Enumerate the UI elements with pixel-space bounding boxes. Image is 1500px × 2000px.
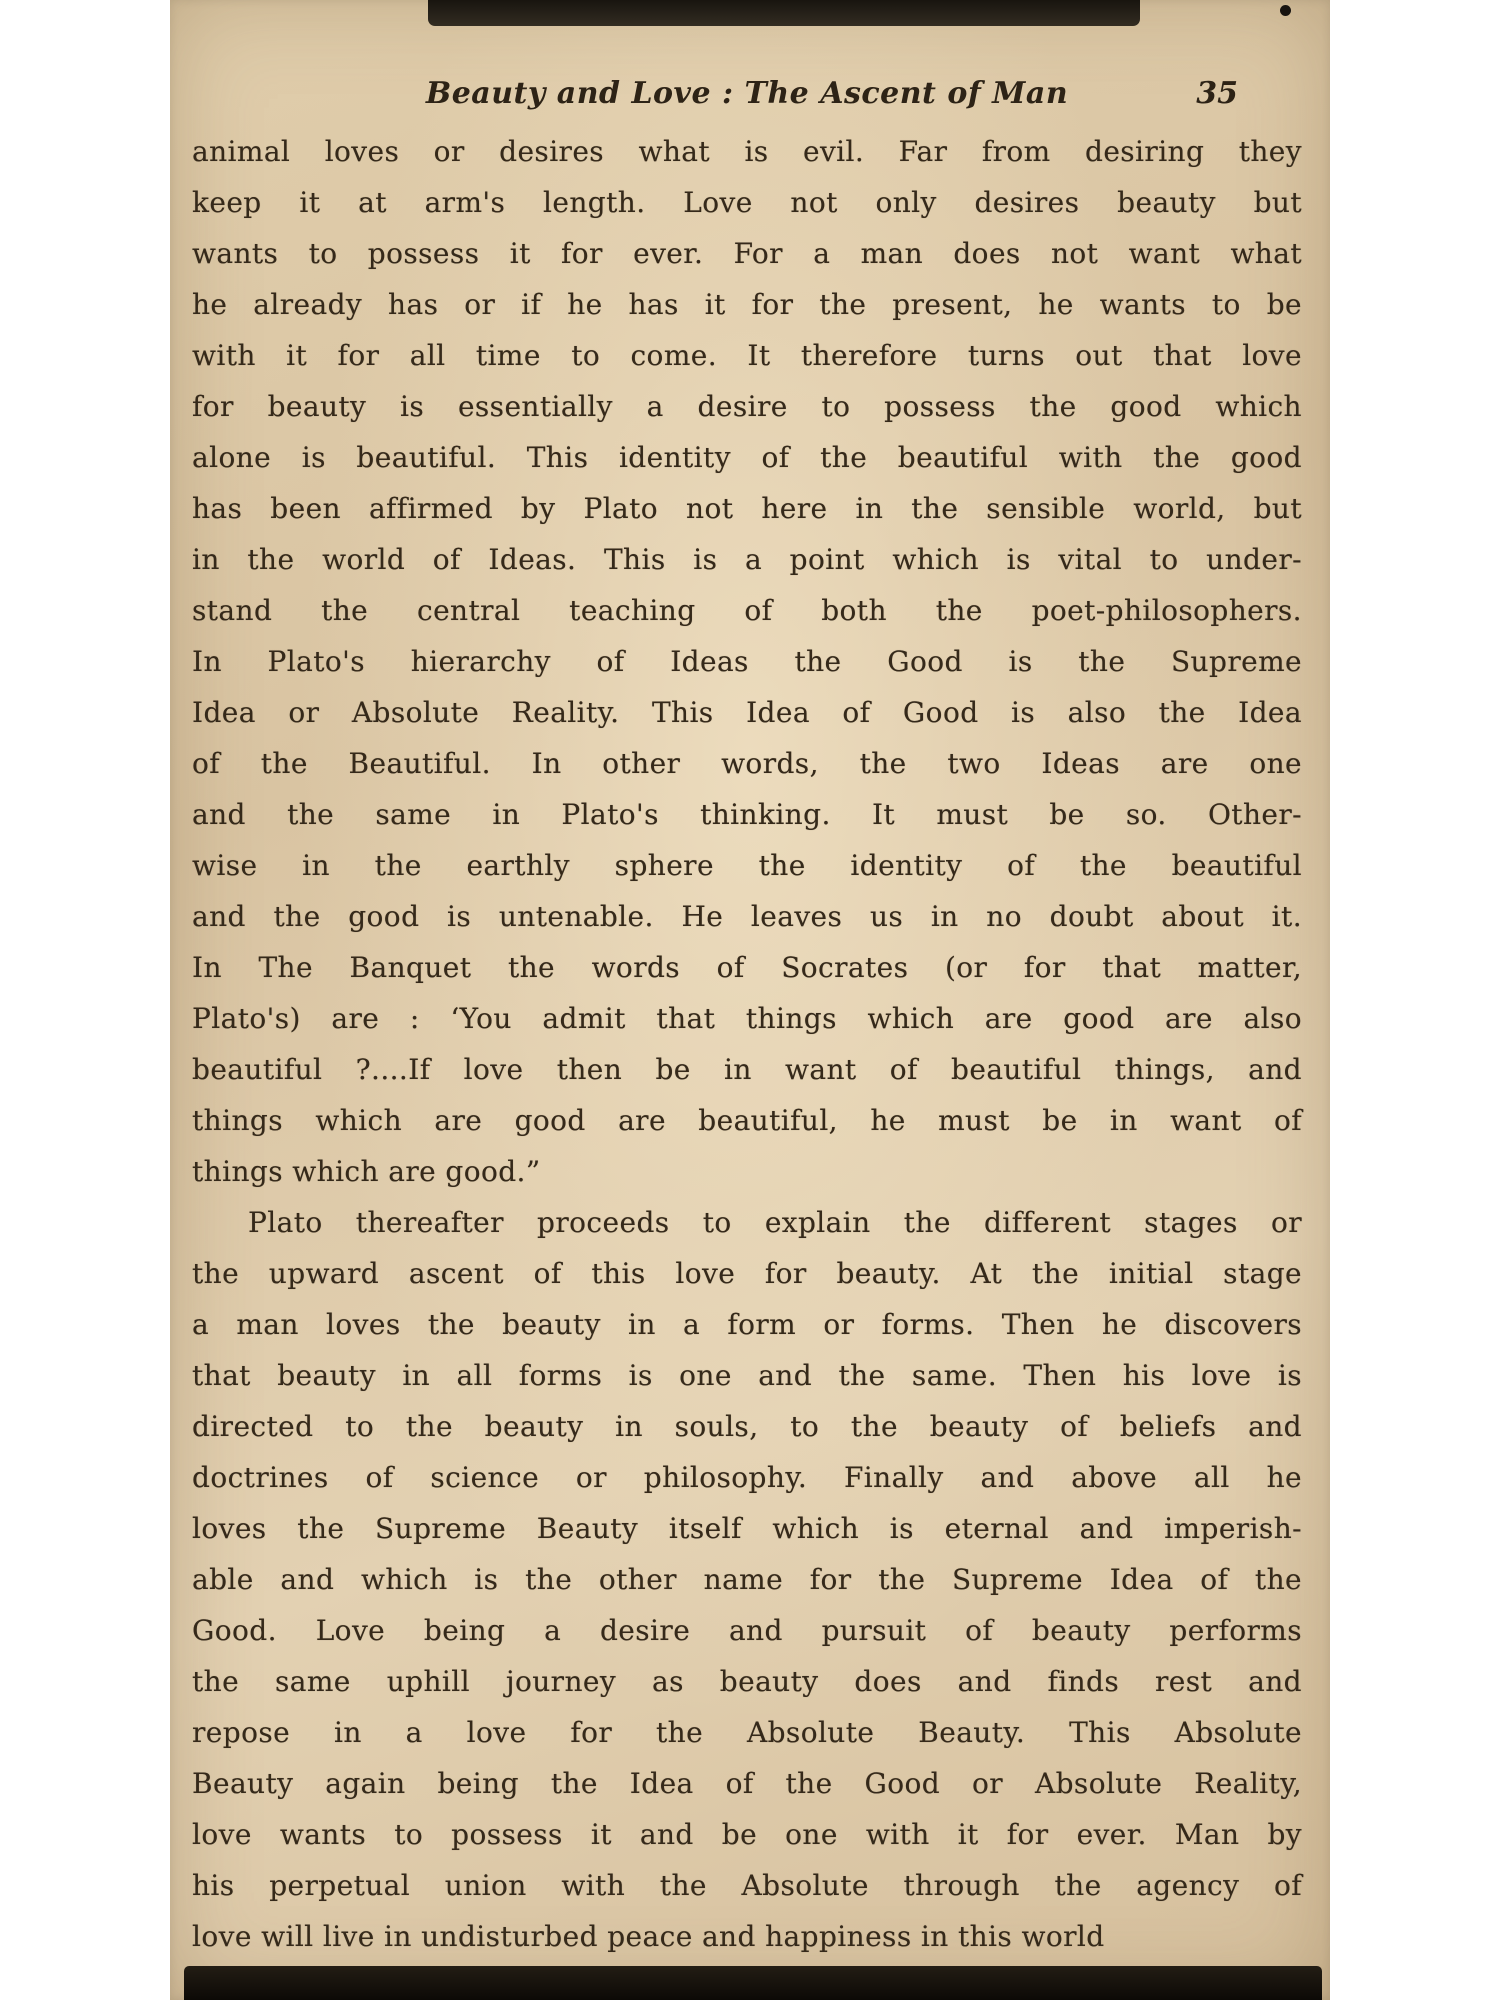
text-line: in the world of Ideas. This is a point which is vital to under- (192, 543, 1302, 576)
text-line: wants to possess it for ever. For a man does not want what (192, 237, 1302, 270)
text-line: the upward ascent of this love for beauty. At the initial stage (192, 1257, 1302, 1290)
text-line: directed to the beauty in souls, to the beauty of beliefs and (192, 1410, 1302, 1443)
text-line: able and which is the other name for the Supreme Idea of the (192, 1563, 1302, 1596)
text-line: In Plato's hierarchy of Ideas the Good is the Supreme (192, 645, 1302, 678)
text-line: a man loves the beauty in a form or forms. Then he discovers (192, 1308, 1302, 1341)
text-line: and the good is untenable. He leaves us in no doubt about it. (192, 900, 1302, 933)
text-line: Good. Love being a desire and pursuit of beauty performs (192, 1614, 1302, 1647)
corner-dot (1280, 5, 1291, 16)
text-line: the same uphill journey as beauty does and finds rest and (192, 1665, 1302, 1698)
book-page (170, 0, 1330, 2000)
bottom-edge-shadow (184, 1966, 1322, 2000)
text-line: Beauty again being the Idea of the Good or Absolute Reality, (192, 1767, 1302, 1800)
text-line: love will live in undisturbed peace and happiness in this world (192, 1920, 1105, 1953)
text-line: things which are good are beautiful, he must be in want of (192, 1104, 1302, 1137)
text-line: that beauty in all forms is one and the same. Then his love is (192, 1359, 1302, 1392)
text-line: animal loves or desires what is evil. Far from desiring they (192, 135, 1302, 168)
top-edge-shadow (428, 0, 1140, 26)
text-line: Plato's) are : ‘You admit that things which are good are also (192, 1002, 1302, 1035)
text-line: wise in the earthly sphere the identity of the beautiful (192, 849, 1302, 882)
text-line: love wants to possess it and be one with it for ever. Man by (192, 1818, 1302, 1851)
text-line: loves the Supreme Beauty itself which is eternal and imperish- (192, 1512, 1302, 1545)
text-line: beautiful ?....If love then be in want of beautiful things, and (192, 1053, 1302, 1086)
text-line: with it for all time to come. It therefore turns out that love (192, 339, 1302, 372)
text-line: his perpetual union with the Absolute through the agency of (192, 1869, 1302, 1902)
text-line: and the same in Plato's thinking. It must be so. Other- (192, 798, 1302, 831)
text-line: Idea or Absolute Reality. This Idea of Good is also the Idea (192, 696, 1302, 729)
running-title: Beauty and Love : The Ascent of Man (425, 76, 1069, 111)
text-line: keep it at arm's length. Love not only desires beauty but (192, 186, 1302, 219)
text-line: stand the central teaching of both the poet-philosophers. (192, 594, 1302, 627)
text-line: things which are good.” (192, 1155, 541, 1188)
text-line: of the Beautiful. In other words, the two Ideas are one (192, 747, 1302, 780)
body-text (192, 126, 1302, 1962)
paragraph (192, 126, 1302, 1197)
page-number: 35 (1196, 76, 1238, 111)
text-line: Plato thereafter proceeds to explain the different stages or (248, 1206, 1302, 1239)
text-line: he already has or if he has it for the present, he wants to be (192, 288, 1302, 321)
text-line: In The Banquet the words of Socrates (or for that matter, (192, 951, 1302, 984)
paragraph (192, 1197, 1302, 1962)
text-line: alone is beautiful. This identity of the beautiful with the good (192, 441, 1302, 474)
text-line: has been affirmed by Plato not here in the sensible world, but (192, 492, 1302, 525)
text-line: doctrines of science or philosophy. Finally and above all he (192, 1461, 1302, 1494)
text-line: for beauty is essentially a desire to possess the good which (192, 390, 1302, 423)
page-header (194, 76, 1300, 120)
text-line: repose in a love for the Absolute Beauty. This Absolute (192, 1716, 1302, 1749)
